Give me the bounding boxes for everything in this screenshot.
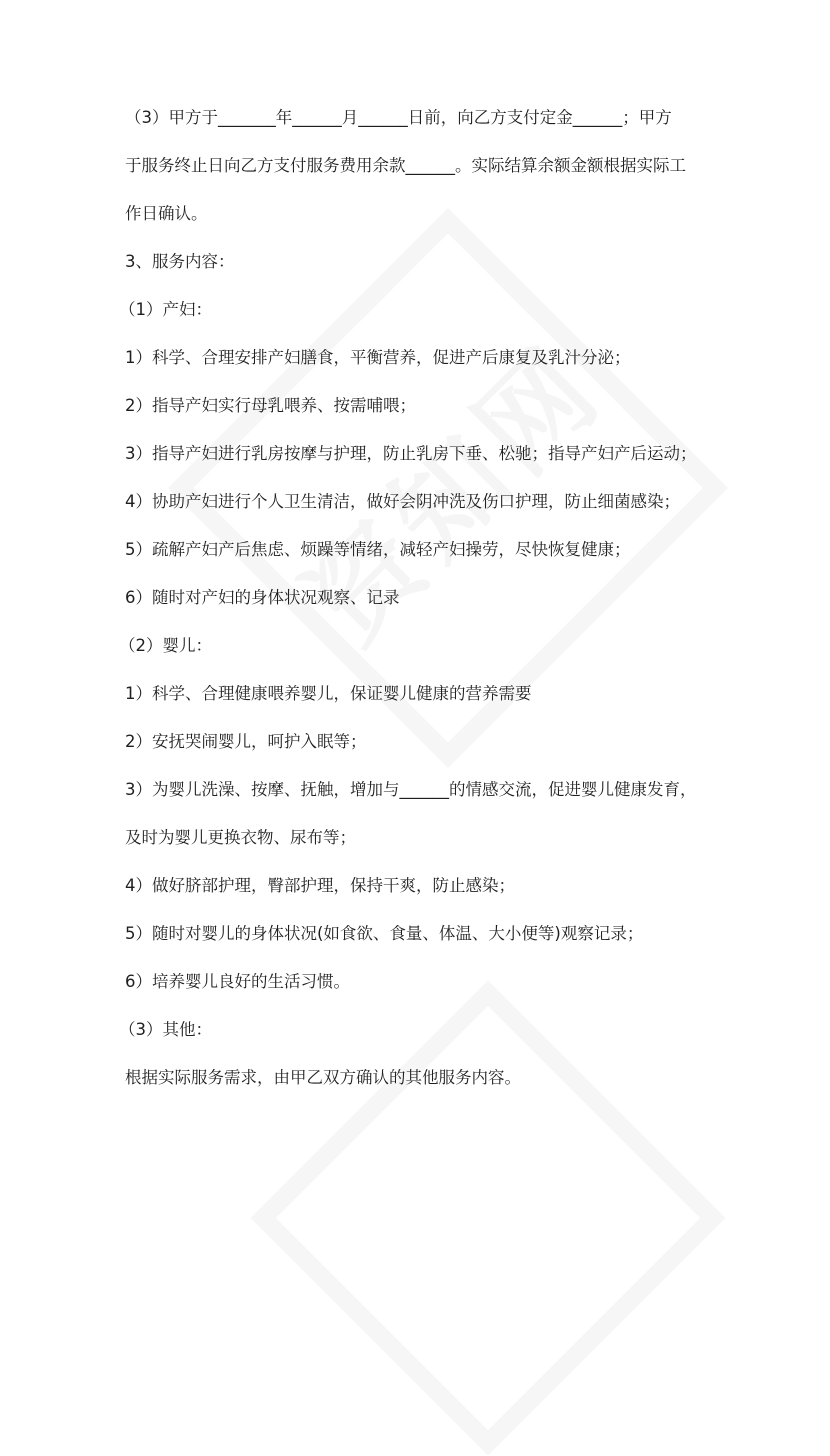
mother-item-4: 4）协助产妇进行个人卫生清洁，做好会阴冲洗及伤口护理，防止细菌感染； — [125, 492, 680, 511]
baby-item-3-cont: 及时为婴儿更换衣物、尿布等； — [125, 828, 356, 847]
clause-payment-line-3: 作日确认。 — [125, 204, 208, 223]
watermark-bottom — [250, 980, 725, 1455]
other-description: 根据实际服务需求，由甲乙双方确认的其他服务内容。 — [125, 1068, 521, 1087]
mother-item-6: 6）随时对产妇的身体状况观察、记录 — [125, 588, 400, 607]
clause-payment-line-1: （3）甲方于_______年______月______日前，向乙方支付定金______；甲方 — [125, 108, 672, 127]
baby-item-3: 3）为婴儿洗澡、按摩、抚触，增加与______的情感交流，促进婴儿健康发育， — [125, 780, 697, 799]
section-heading-services: 3、服务内容： — [125, 252, 235, 271]
baby-item-4: 4）做好脐部护理，臀部护理，保持干爽，防止感染； — [125, 876, 515, 895]
baby-item-1: 1）科学、合理健康喂养婴儿，保证婴儿健康的营养需要 — [125, 684, 532, 703]
subheading-other: （3）其他： — [119, 1020, 212, 1039]
mother-item-3: 3）指导产妇进行乳房按摩与护理，防止乳房下垂、松驰；指导产妇产后运动； — [125, 444, 697, 463]
baby-item-5: 5）随时对婴儿的身体状况(如食欲、食量、体温、大小便等)观察记录； — [125, 924, 644, 943]
clause-payment-line-2: 于服务终止日向乙方支付服务费用余款______。实际结算余额金额根据实际工 — [125, 156, 686, 175]
subheading-mother: （1）产妇： — [119, 300, 212, 319]
subheading-baby: （2）婴儿： — [119, 636, 212, 655]
baby-item-6: 6）培养婴儿良好的生活习惯。 — [125, 972, 350, 991]
mother-item-1: 1）科学、合理安排产妇膳食，平衡营养，促进产后康复及乳汁分泌； — [125, 348, 631, 367]
baby-item-2: 2）安抚哭闹婴儿，呵护入眠等； — [125, 732, 367, 751]
mother-item-5: 5）疏解产妇产后焦虑、烦躁等情绪，减轻产妇操劳，尽快恢复健康； — [125, 540, 631, 559]
mother-item-2: 2）指导产妇实行母乳喂养、按需哺喂； — [125, 396, 416, 415]
